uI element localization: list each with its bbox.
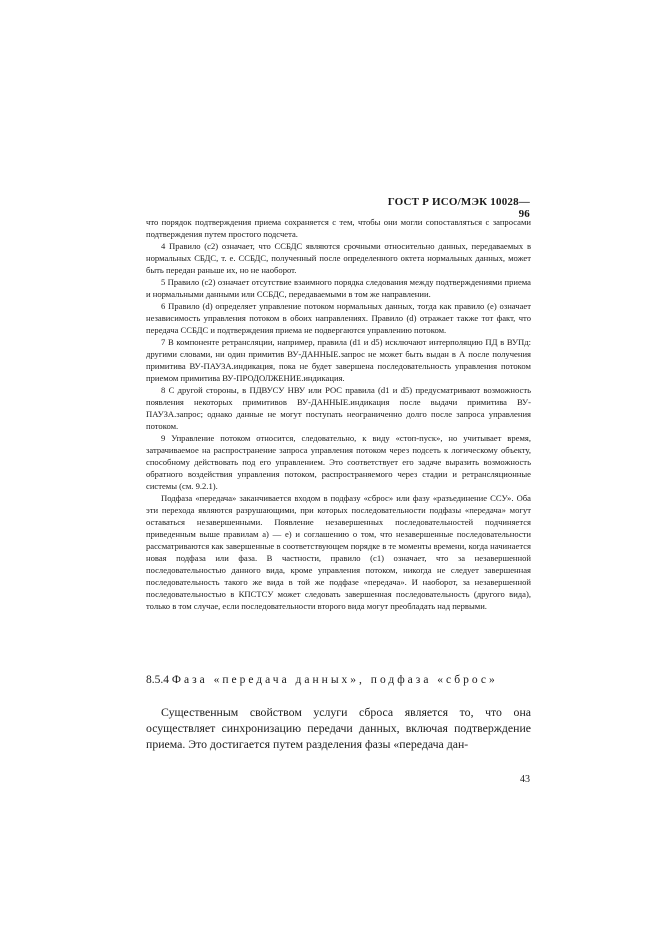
section-heading <box>146 674 531 687</box>
paragraph: Подфаза «передача» заканчивается входом в подфазу «сброс» или фазу «разъединение ССУ». Оба эти перехода являются разрушающими, при которых последовательности подфазы «передача» могут оставаться незавершенными. Появление незавершенных последовательностей подчиняется приведенным выше правилам а) — е) и соглашению о том, что незавершенные последовательности рассматриваются как завершенные в соответствующем порядке в те моменты времени, когда начинается новая подфаза или фаза. В частности, правило (с1) означает, что за незавершенной последовательностью данного вида, кроме управления потоком, никогда не следует завершенная последовательность такого же вида в той же подфазе «передача». И наоборот, за незавершенной последовательностью в КПСТСУ может следовать завершенная последовательность (другого вида), только в том случае, если последовательности второго вида могут преобладать над первыми. <box>146 493 531 611</box>
paragraph: 7 В компоненте ретрансляции, например, правила (d1 и d5) исключают интерполяцию ПД в ВУПд: другими словами, ни один примитив ВУ-ДАННЫЕ.запрос не может быть выдан в А после получения примитива ВУ-ПАУЗА.индикация, пока не будет завершена последовательность управления потоком приемом примитива ВУ-ПРОДОЛЖЕНИЕ.индикация. <box>146 337 531 383</box>
paragraph: 6 Правило (d) определяет управление потоком нормальных данных, тогда как правило (е) означает независимость управления потоком в обоих направлениях. Правило (d) отражает также тот факт, что передача ССБДС и подтверждения приема не подвергаются управлению потоком. <box>146 301 531 335</box>
paragraph: 4 Правило (с2) означает, что ССБДС являются срочными относительно данных, передаваемых в нормальных СБДС, т. е. ССБДС, полученный после определенного октета нормальных данных, может быть передан раньше их, но не наоборот. <box>146 241 531 275</box>
large-text <box>146 704 531 752</box>
paragraph: 5 Правило (с2) означает отсутствие взаимного порядка следования между подтверждениями приема и нормальными данными или ССБДС, передаваемыми в том же направлении. <box>146 277 531 299</box>
paragraph: 9 Управление потоком относится, следовательно, к виду «стоп-пуск», но учитывает время, затрачиваемое на распространение запроса управления потоком через подсеть к логическому объекту, способному действовать под его управлением. Это соответствует его задаче выразить возможность обратного воздействия управления потоком, распространяемого через стадии и ретрансляционные системы (см. 9.2.1). <box>146 433 531 491</box>
paragraph: 8 С другой стороны, в ПДВУСУ НВУ или РОС правила (d1 и d5) предусматривают возможность появления некоторых примитивов ВУ-ДАННЫЕ.индикация после выдачи примитива ВУ-ПАУЗА.запрос; однако данные не могут поступать неограниченно долго после запроса управления потоком. <box>146 385 531 431</box>
paragraph: что порядок подтверждения приема сохраняется с тем, чтобы они могли сопоставляться с запросами подтверждения путем простого подсчета. <box>146 217 531 239</box>
page-number: 43 <box>520 774 530 785</box>
standard-header: ГОСТ Р ИСО/МЭК 10028—96 <box>387 196 530 220</box>
body-text <box>146 216 531 612</box>
section-title: Фаза «передача данных», подфаза «сброс» <box>171 674 498 686</box>
section-number: 8.5.4 <box>146 674 169 686</box>
paragraph: Существенным свойством услуги сброса является то, что она осуществляет синхронизацию передачи данных, включая подтверждение приема. Это достигается путем разделения фазы «передача дан- <box>146 705 531 751</box>
